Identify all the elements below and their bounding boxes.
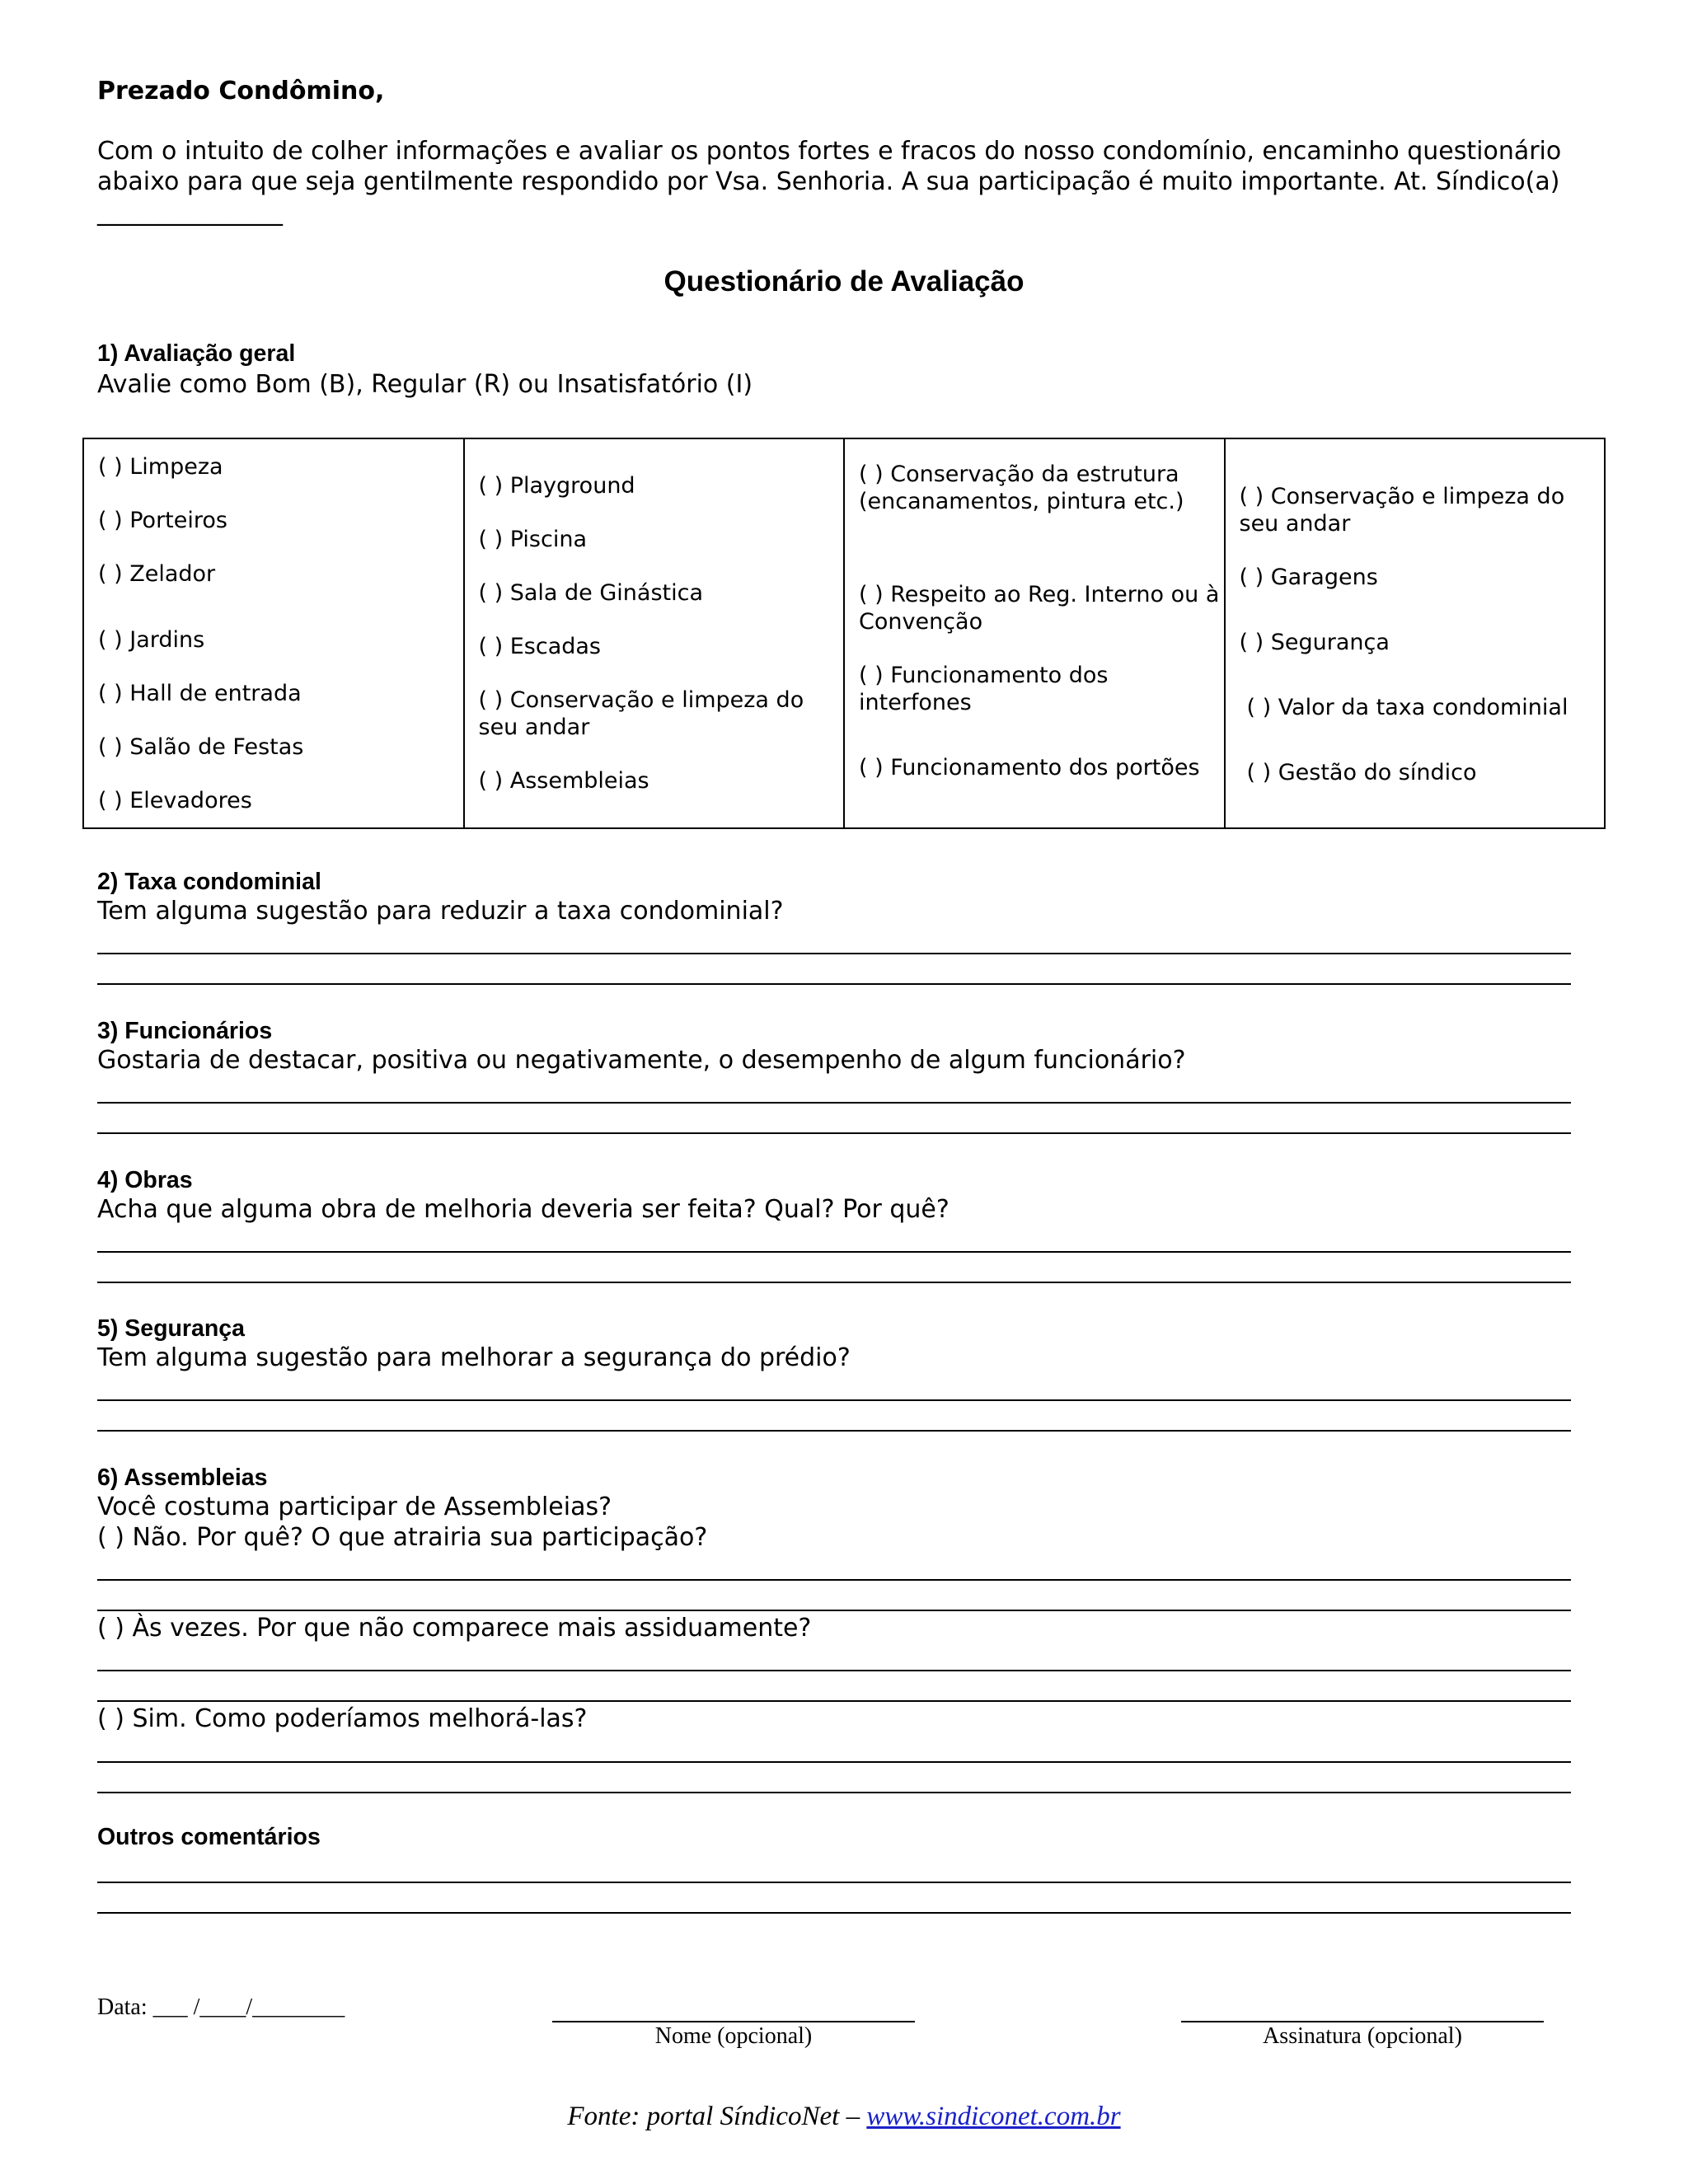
source-link[interactable]: www.sindiconet.com.br bbox=[866, 2102, 1121, 2131]
name-label: Nome (opcional) bbox=[654, 2023, 813, 2049]
intro-paragraph: Com o intuito de colher informações e avaliar os pontos fortes e fracos do nosso condomínio, encaminho questionário abaixo para que seja gentilmente respondido por Vsa. Senhoria. A sua participação é muito importante. At. Síndico(a) _______________ bbox=[97, 137, 1562, 227]
grid-column-2 bbox=[465, 439, 846, 827]
section-1-heading: 1) Avaliação geral bbox=[97, 340, 296, 367]
section-2-question: Tem alguma sugestão para reduzir a taxa condominial? bbox=[97, 897, 784, 926]
grid-column-4 bbox=[1226, 439, 1605, 827]
checkbox-sala-de-ginastica[interactable]: ( ) Sala de Ginástica bbox=[478, 580, 704, 606]
answer-line[interactable] bbox=[97, 1132, 1571, 1134]
section-5-heading: 5) Segurança bbox=[97, 1315, 245, 1342]
checkbox-zelador[interactable]: ( ) Zelador bbox=[98, 561, 216, 587]
answer-line[interactable] bbox=[97, 953, 1571, 954]
section-6-heading: 6) Assembleias bbox=[97, 1465, 268, 1491]
checkbox-limpeza[interactable]: ( ) Limpeza bbox=[98, 454, 223, 480]
section-3-heading: 3) Funcionários bbox=[97, 1018, 273, 1044]
checkbox-funcionamento-interfones[interactable]: ( ) Funcionamento dos interfones bbox=[859, 663, 1109, 715]
section-3-question: Gostaria de destacar, positiva ou negativamente, o desempenho de algum funcionário? bbox=[97, 1046, 1186, 1075]
answer-line[interactable] bbox=[97, 1761, 1571, 1763]
section-6-question: Você costuma participar de Assembleias? bbox=[97, 1493, 612, 1521]
checkbox-valor-taxa[interactable]: ( ) Valor da taxa condominial bbox=[1246, 695, 1568, 720]
checkbox-conservacao-limpeza-andar[interactable]: ( ) Conservação e limpeza do seu andar bbox=[478, 687, 804, 740]
answer-line[interactable] bbox=[97, 1670, 1571, 1671]
checkbox-escadas[interactable]: ( ) Escadas bbox=[478, 634, 601, 659]
checkbox-conservacao-estrutura[interactable]: ( ) Conservação da estrutura (encanamentos, pintura etc.) bbox=[859, 462, 1184, 514]
grid-column-3 bbox=[845, 439, 1226, 827]
answer-line[interactable] bbox=[97, 1430, 1571, 1432]
option-as-vezes[interactable]: ( ) Às vezes. Por que não comparece mais assiduamente? bbox=[97, 1614, 812, 1643]
answer-line[interactable] bbox=[97, 1579, 1571, 1581]
answer-line[interactable] bbox=[97, 1399, 1571, 1401]
checkbox-hall-de-entrada[interactable]: ( ) Hall de entrada bbox=[98, 681, 302, 706]
answer-line[interactable] bbox=[97, 1251, 1571, 1253]
answer-line[interactable] bbox=[97, 1882, 1571, 1883]
checkbox-playground[interactable]: ( ) Playground bbox=[478, 473, 635, 499]
checkbox-seguranca[interactable]: ( ) Segurança bbox=[1239, 630, 1390, 655]
option-sim[interactable]: ( ) Sim. Como poderíamos melhorá-las? bbox=[97, 1704, 588, 1733]
answer-line[interactable] bbox=[97, 1912, 1571, 1914]
grid-column-1 bbox=[84, 439, 465, 827]
checkbox-elevadores[interactable]: ( ) Elevadores bbox=[98, 788, 252, 813]
section-2-heading: 2) Taxa condominial bbox=[97, 869, 321, 895]
section-1-instruction: Avalie como Bom (B), Regular (R) ou Insatisfatório (I) bbox=[97, 370, 753, 399]
checkbox-conservacao-limpeza-andar-2[interactable]: ( ) Conservação e limpeza do seu andar bbox=[1239, 484, 1565, 537]
date-field[interactable]: Data: ___ /____/________ bbox=[97, 1994, 345, 2020]
section-5-question: Tem alguma sugestão para melhorar a segurança do prédio? bbox=[97, 1343, 851, 1372]
checkbox-respeito-regimento[interactable]: ( ) Respeito ao Reg. Interno ou à Convenção bbox=[859, 582, 1220, 635]
answer-line[interactable] bbox=[97, 1610, 1571, 1611]
greeting: Prezado Condômino, bbox=[97, 77, 385, 105]
signature-label: Assinatura (opcional) bbox=[1263, 2023, 1462, 2049]
signature-line[interactable] bbox=[1181, 2021, 1544, 2022]
checkbox-funcionamento-portoes[interactable]: ( ) Funcionamento dos portões bbox=[859, 755, 1200, 780]
checkbox-garagens[interactable]: ( ) Garagens bbox=[1239, 565, 1378, 590]
section-4-question: Acha que alguma obra de melhoria deveria ser feita? Qual? Por quê? bbox=[97, 1195, 950, 1224]
answer-line[interactable] bbox=[97, 1282, 1571, 1283]
checkbox-piscina[interactable]: ( ) Piscina bbox=[478, 527, 587, 552]
other-comments-heading: Outros comentários bbox=[97, 1824, 321, 1850]
source-prefix: Fonte: portal SíndicoNet – bbox=[567, 2102, 867, 2131]
section-4-heading: 4) Obras bbox=[97, 1167, 193, 1193]
checkbox-jardins[interactable]: ( ) Jardins bbox=[98, 627, 205, 653]
answer-line[interactable] bbox=[97, 1102, 1571, 1104]
source-credit bbox=[0, 2102, 1688, 2132]
checkbox-porteiros[interactable]: ( ) Porteiros bbox=[98, 508, 227, 533]
option-nao[interactable]: ( ) Não. Por quê? O que atrairia sua participação? bbox=[97, 1523, 708, 1552]
checkbox-gestao-sindico[interactable]: ( ) Gestão do síndico bbox=[1246, 760, 1477, 785]
evaluation-grid bbox=[82, 438, 1606, 829]
checkbox-salao-de-festas[interactable]: ( ) Salão de Festas bbox=[98, 734, 304, 760]
page-title: Questionário de Avaliação bbox=[663, 265, 1025, 298]
name-line[interactable] bbox=[552, 2021, 915, 2022]
answer-line[interactable] bbox=[97, 1700, 1571, 1702]
checkbox-assembleias[interactable]: ( ) Assembleias bbox=[478, 768, 649, 794]
answer-line[interactable] bbox=[97, 983, 1571, 985]
answer-line[interactable] bbox=[97, 1792, 1571, 1793]
